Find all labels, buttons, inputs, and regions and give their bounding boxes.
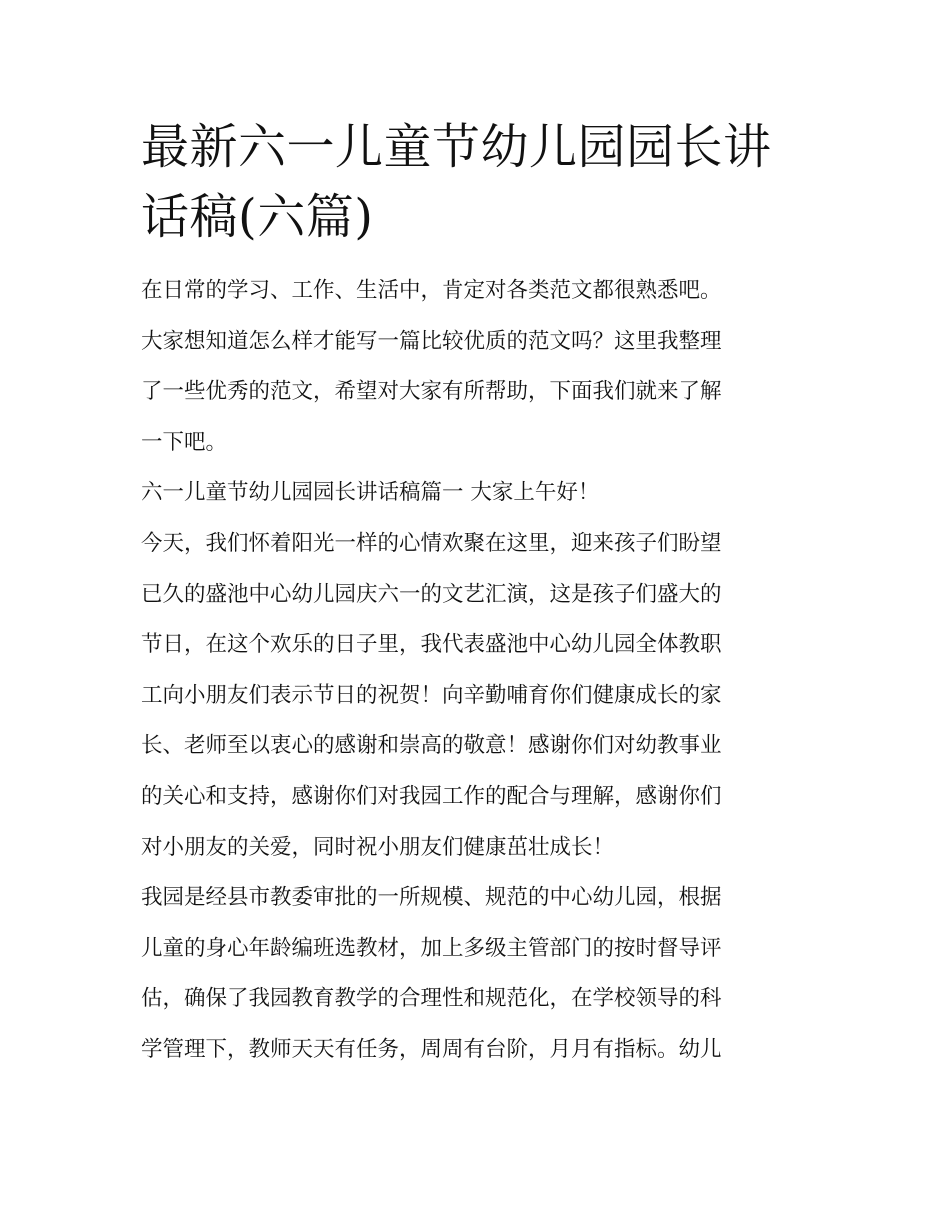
section-heading-line: 六一儿童节幼儿园园长讲话稿篇一 大家上午好！	[141, 480, 600, 506]
body-line: 儿童的身心年龄编班选教材，加上多级主管部门的按时督导评	[141, 935, 722, 961]
document-body	[141, 266, 813, 1076]
body-line: 了一些优秀的范文，希望对大家有所帮助，下面我们就来了解	[141, 379, 722, 405]
body-line: 长、老师至以衷心的感谢和崇高的敬意！感谢你们对幼教事业	[141, 733, 722, 759]
body-line: 在日常的学习、工作、生活中，肯定对各类范文都很熟悉吧。	[141, 278, 722, 303]
body-line: 对小朋友的关爱，同时祝小朋友们健康茁壮成长！	[141, 834, 615, 860]
document-content	[141, 112, 813, 1076]
body-line: 我园是经县市教委审批的一所规模、规范的中心幼儿园，根据	[141, 885, 722, 911]
body-line: 估，确保了我园教育教学的合理性和规范化，在学校领导的科	[141, 986, 722, 1012]
body-line: 的关心和支持，感谢你们对我园工作的配合与理解，感谢你们	[141, 783, 722, 809]
body-line: 大家想知道怎么样才能写一篇比较优质的范文吗？这里我整理	[141, 328, 722, 354]
body-line: 已久的盛池中心幼儿园庆六一的文艺汇演，这是孩子们盛大的	[141, 581, 722, 607]
body-line: 工向小朋友们表示节日的祝贺！向辛勤哺育你们健康成长的家	[141, 682, 722, 708]
body-line: 学管理下，教师天天有任务，周周有台阶，月月有指标。幼儿	[141, 1036, 722, 1062]
title-line: 最新六一儿童节幼儿园园长讲	[141, 119, 772, 175]
body-line: 一下吧。	[141, 429, 228, 455]
title-line: 话稿(六篇)	[141, 189, 374, 245]
body-line: 今天，我们怀着阳光一样的心情欢聚在这里，迎来孩子们盼望	[141, 530, 722, 556]
document-title	[141, 112, 813, 252]
body-line: 节日，在这个欢乐的日子里，我代表盛池中心幼儿园全体教职	[141, 632, 722, 658]
